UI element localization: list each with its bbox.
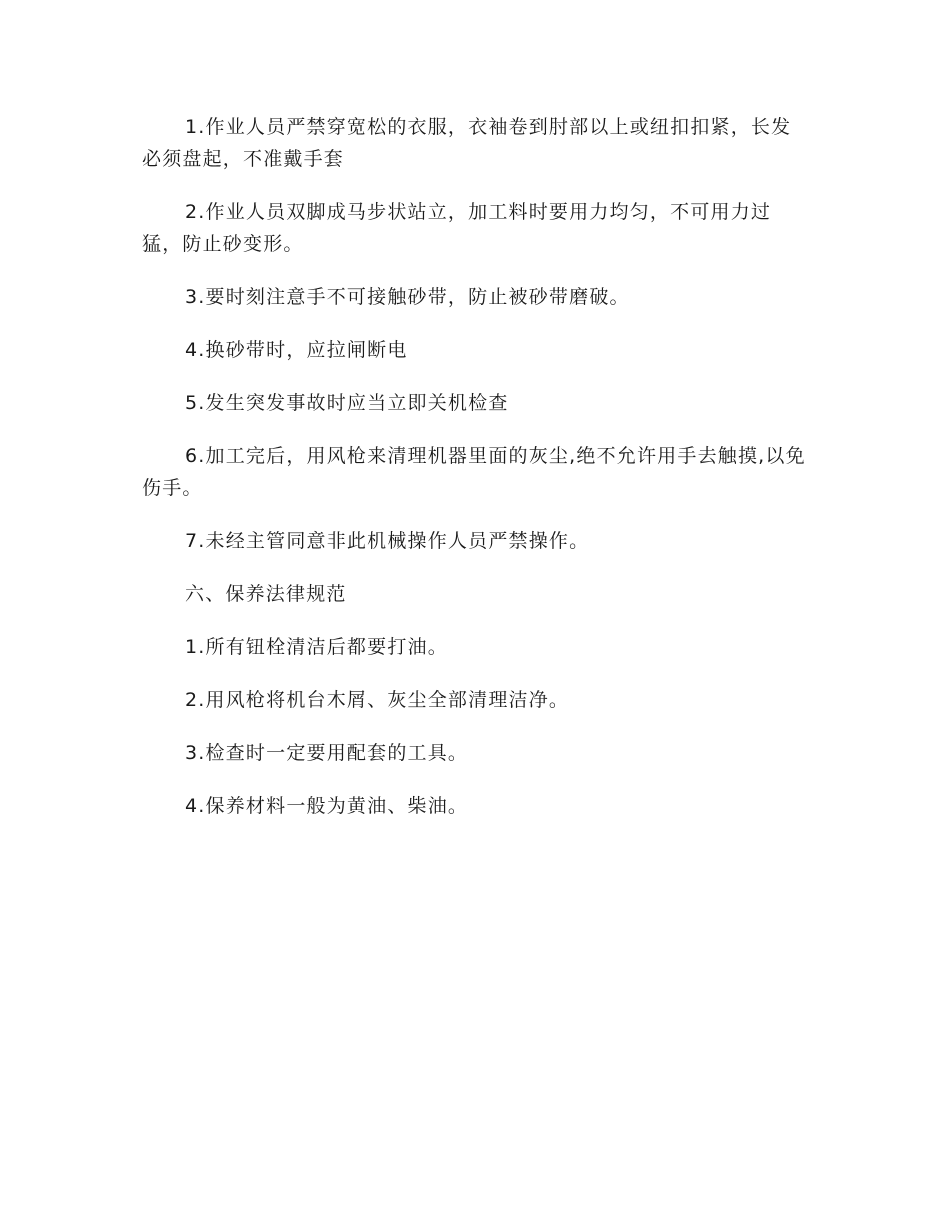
- paragraph-safety-6: 6.加工完后，用风枪来清理机器里面的灰尘,绝不允许用手去触摸,以免伤手。: [142, 445, 806, 499]
- paragraph-maintenance-4: 4.保养材料一般为黄油、柴油。: [185, 795, 469, 817]
- paragraph-safety-5: 5.发生突发事故时应当立即关机检查: [185, 392, 509, 414]
- paragraph-safety-4: 4.换砂带时，应拉闸断电: [185, 339, 408, 361]
- paragraph-maintenance-2: 2.用风枪将机台木屑、灰尘全部清理洁净。: [185, 689, 570, 711]
- section-heading-maintenance: 六、保养法律规范: [185, 583, 347, 605]
- paragraph-maintenance-3: 3.检查时一定要用配套的工具。: [185, 742, 469, 764]
- paragraph-maintenance-1: 1.所有钮栓清洁后都要打油。: [185, 636, 448, 658]
- paragraph-safety-3: 3.要时刻注意手不可接触砂带，防止被砂带磨破。: [185, 286, 630, 308]
- paragraph-safety-7: 7.未经主管同意非此机械操作人员严禁操作。: [185, 530, 590, 552]
- paragraph-safety-1: 1.作业人员严禁穿宽松的衣服，衣袖卷到肘部以上或纽扣扣紧，长发必须盘起，不准戴手套: [142, 116, 792, 170]
- paragraph-safety-2: 2.作业人员双脚成马步状站立，加工料时要用力均匀，不可用力过猛，防止砂变形。: [142, 201, 772, 255]
